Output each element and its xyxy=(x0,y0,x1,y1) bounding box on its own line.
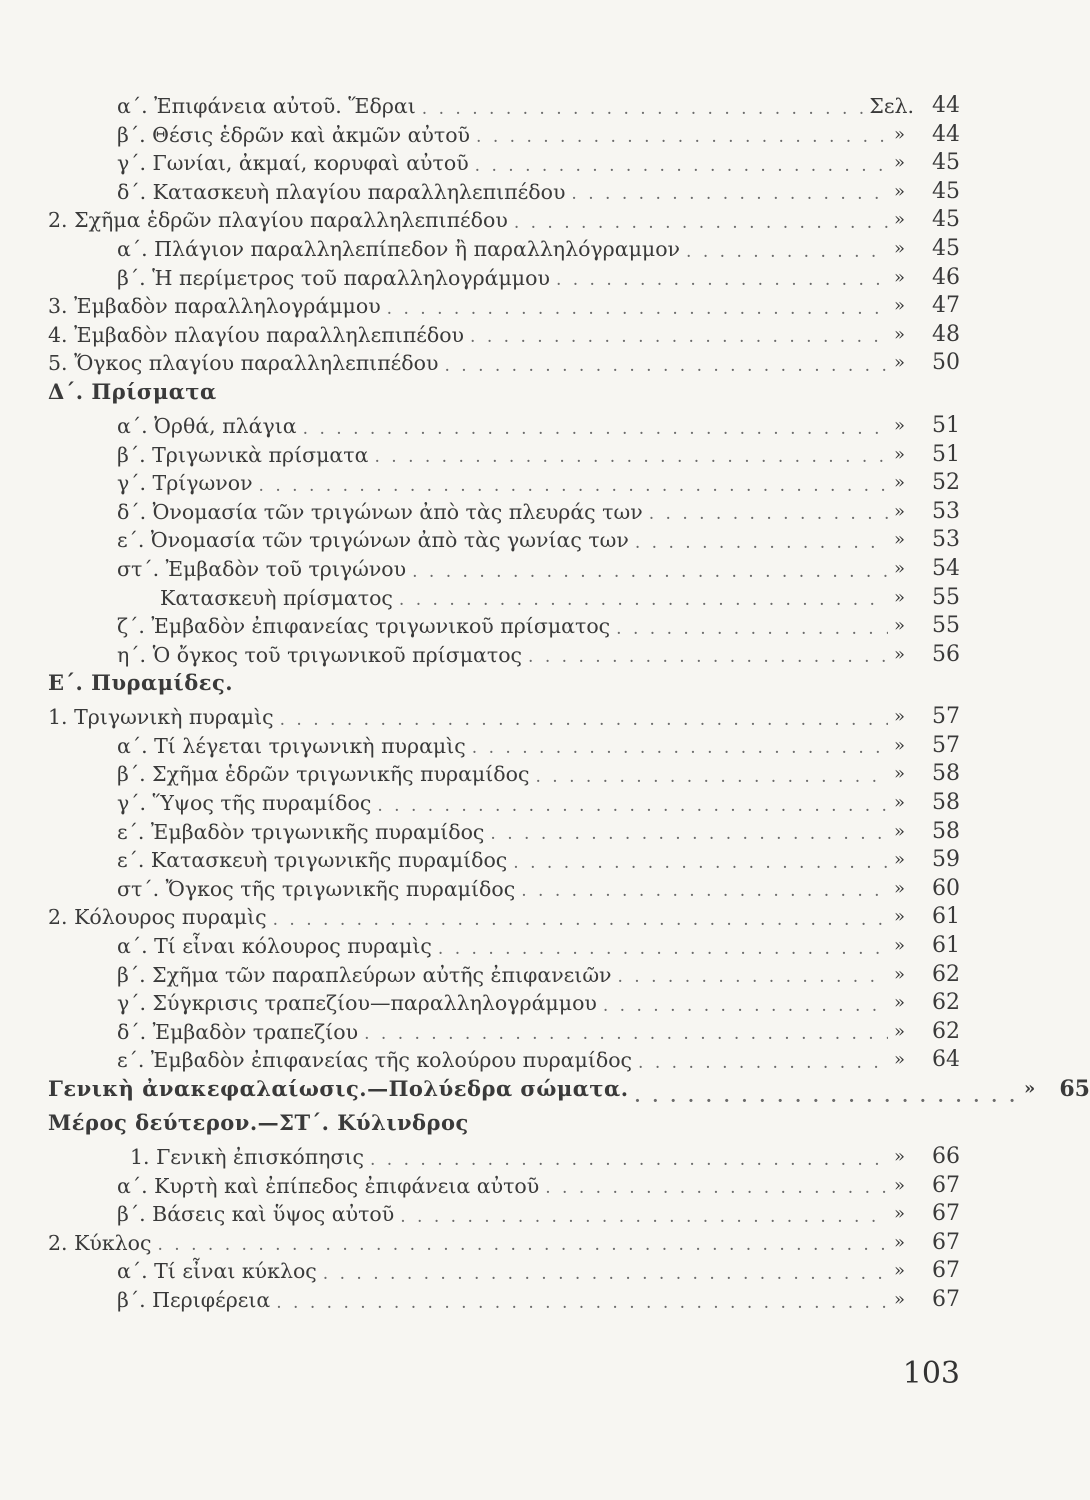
toc-entry-title: δ΄. Ἐμβαδὸν τραπεζίου xyxy=(117,1019,359,1044)
toc-entry-title: γ΄. Γωνίαι, ἀκμαί, κορυφαὶ αὐτοῦ xyxy=(117,151,469,176)
toc-page-number: 53 xyxy=(932,498,960,524)
toc-entry-title: β΄. Θέσις ἑδρῶν καὶ ἀκμῶν αὐτοῦ xyxy=(117,122,471,147)
toc-entry-title: ε΄. Ἐμβαδὸν τριγωνικῆς πυραμίδος xyxy=(117,819,485,844)
dot-leader xyxy=(618,965,889,989)
dot-leader xyxy=(444,354,888,378)
toc-entry xyxy=(0,498,1090,527)
ditto-mark: » xyxy=(894,906,906,928)
toc-entry xyxy=(0,121,1090,150)
toc-entry xyxy=(0,555,1090,584)
toc-page-number: 57 xyxy=(932,704,960,730)
toc-entry-title: στ΄. Ἐμβαδὸν τοῦ τριγώνου xyxy=(117,556,407,581)
toc-entry-title: α΄. Τί εἶναι κύκλος xyxy=(117,1259,317,1284)
dot-leader xyxy=(370,1148,888,1172)
ditto-mark: » xyxy=(894,877,906,899)
toc-entry-title: Κατασκευὴ πρίσματος xyxy=(160,585,393,610)
ditto-mark: » xyxy=(894,1260,906,1282)
toc-page-number: 56 xyxy=(932,641,960,667)
toc-entry xyxy=(0,961,1090,990)
ditto-mark: » xyxy=(894,323,906,345)
toc-entry-title: ε΄. Ὀνομασία τῶν τριγώνων ἀπὸ τὰς γωνίας των xyxy=(117,528,629,553)
table-of-contents xyxy=(0,92,1090,1315)
ditto-mark: » xyxy=(894,734,906,756)
dot-leader xyxy=(364,1022,888,1046)
toc-entry-title: Ε΄. Πυραμίδες. xyxy=(48,670,234,696)
toc-page-number: 50 xyxy=(932,350,960,376)
ditto-mark: » xyxy=(894,792,906,814)
toc-entry-title: στ΄. Ὄγκος τῆς τριγωνικῆς πυραμίδος xyxy=(117,876,516,901)
toc-entry xyxy=(0,1200,1090,1229)
ditto-mark: » xyxy=(894,500,906,522)
toc-page-number: 61 xyxy=(932,904,960,930)
toc-entry-title: γ΄. Σύγκρισις τραπεζίου—παραλληλογράμμου xyxy=(117,991,597,1016)
dot-leader xyxy=(635,1085,1018,1109)
toc-page-number: 45 xyxy=(932,150,960,176)
ditto-mark: » xyxy=(894,586,906,608)
toc-entry xyxy=(0,789,1090,818)
toc-page-number: 47 xyxy=(932,293,960,319)
toc-page-number: 51 xyxy=(932,412,960,438)
toc-entry xyxy=(0,92,1090,121)
ditto-mark: » xyxy=(894,1020,906,1042)
toc-entry xyxy=(0,526,1090,555)
dot-leader xyxy=(303,417,888,441)
ditto-mark: » xyxy=(894,472,906,494)
toc-entry-title: ε΄. Κατασκευὴ τριγωνικῆς πυραμίδος xyxy=(117,848,508,873)
toc-entry-title: β΄. Ἡ περίμετρος τοῦ παραλληλογράμμου xyxy=(117,265,550,290)
toc-page-number: 45 xyxy=(932,235,960,261)
toc-page-number: 67 xyxy=(932,1172,960,1198)
toc-entry xyxy=(0,818,1090,847)
toc-entry xyxy=(0,732,1090,761)
dot-leader xyxy=(422,97,864,121)
toc-page-number: 60 xyxy=(932,875,960,901)
ditto-mark: » xyxy=(894,557,906,579)
toc-entry-title: η΄. Ὁ ὄγκος τοῦ τριγωνικοῦ πρίσματος xyxy=(117,642,523,667)
dot-leader xyxy=(514,211,888,235)
toc-page-number: 55 xyxy=(932,584,960,610)
ditto-mark: » xyxy=(894,763,906,785)
dot-leader xyxy=(157,1233,888,1257)
toc-entry-title: 4. Ἐμβαδὸν πλαγίου παραλληλεπιπέδου xyxy=(48,322,465,347)
toc-entry-title: ζ΄. Ἐμβαδὸν ἐπιφανείας τριγωνικοῦ πρίσματος xyxy=(117,614,611,639)
toc-page-number: 65 xyxy=(1059,1076,1090,1102)
ditto-mark: » xyxy=(894,992,906,1014)
toc-entry xyxy=(0,1229,1090,1258)
dot-leader xyxy=(276,1291,888,1315)
toc-entry xyxy=(0,612,1090,641)
toc-entry-title: α΄. Ἐπιφάνεια αὐτοῦ. Ἕδραι xyxy=(117,94,416,118)
toc-page-number: 46 xyxy=(932,264,960,290)
toc-entry-title: β΄. Σχῆμα τῶν παραπλεύρων αὐτῆς ἐπιφανειῶν xyxy=(117,962,612,987)
ditto-mark: » xyxy=(894,1049,906,1071)
ditto-mark: » xyxy=(894,1174,906,1196)
ditto-mark: » xyxy=(894,414,906,436)
dot-leader xyxy=(476,125,888,149)
ditto-mark: » xyxy=(894,209,906,231)
toc-entry xyxy=(0,703,1090,732)
toc-entry xyxy=(0,206,1090,235)
toc-entry xyxy=(0,584,1090,613)
dot-leader xyxy=(603,994,888,1018)
dot-leader xyxy=(412,560,888,584)
toc-entry-title: Γενικὴ ἀνακεφαλαίωσις.—Πολύεδρα σώματα. xyxy=(48,1076,629,1101)
toc-entry xyxy=(0,149,1090,178)
toc-entry-title: 2. Σχῆμα ἑδρῶν πλαγίου παραλληλεπιπέδου xyxy=(48,208,508,233)
toc-page-number: 61 xyxy=(932,933,960,959)
toc-entry-title: Μέρος δεύτερον.—ΣΤ΄. Κύλινδρος xyxy=(48,1110,469,1135)
dot-leader xyxy=(377,794,888,818)
toc-entry-title: β΄. Σχῆμα ἑδρῶν τριγωνικῆς πυραμίδος xyxy=(117,762,530,787)
toc-page-number: 62 xyxy=(932,990,960,1016)
toc-page-number: 62 xyxy=(932,1018,960,1044)
toc-entry xyxy=(0,1018,1090,1047)
toc-entry-title: 2. Κόλουρος πυραμὶς xyxy=(48,905,267,930)
dot-leader xyxy=(686,240,888,264)
toc-page-number: 67 xyxy=(932,1201,960,1227)
toc-entry-title: α΄. Κυρτὴ καὶ ἐπίπεδος ἐπιφάνεια αὐτοῦ xyxy=(117,1173,540,1198)
toc-entry-title: 1. Γενικὴ ἐπισκόπησις xyxy=(130,1145,364,1169)
dot-leader xyxy=(475,154,888,178)
toc-entry xyxy=(0,932,1090,961)
dot-leader xyxy=(273,908,888,932)
toc-entry xyxy=(0,846,1090,875)
ditto-mark: » xyxy=(1024,1078,1036,1099)
ditto-mark: » xyxy=(894,152,906,174)
toc-page-number: 59 xyxy=(932,847,960,873)
toc-entry xyxy=(0,178,1090,207)
dot-leader xyxy=(400,1205,888,1229)
toc-page-number: 51 xyxy=(932,441,960,467)
toc-page-number: 67 xyxy=(932,1229,960,1255)
toc-page-number: 58 xyxy=(932,761,960,787)
toc-entry-title: 1. Τριγωνικὴ πυραμὶς xyxy=(48,705,274,730)
dot-leader xyxy=(323,1262,888,1286)
toc-entry-title: 2. Κύκλος xyxy=(48,1230,152,1255)
dot-leader xyxy=(528,645,888,669)
dot-leader xyxy=(513,851,888,875)
ditto-mark: » xyxy=(894,820,906,842)
toc-entry-title: β΄. Βάσεις καὶ ὕψος αὐτοῦ xyxy=(117,1202,395,1227)
ditto-mark: » xyxy=(894,237,906,259)
dot-leader xyxy=(535,765,888,789)
toc-entry-title: Δ΄. Πρίσματα xyxy=(48,378,217,404)
toc-page-number: 45 xyxy=(932,207,960,233)
ditto-mark: » xyxy=(894,352,906,374)
toc-entry-title: δ΄. Ὀνομασία τῶν τριγώνων ἀπὸ τὰς πλευράς των xyxy=(117,499,643,524)
toc-entry-title: α΄. Τί εἶναι κόλουρος πυραμὶς xyxy=(117,934,432,959)
toc-page-number: 52 xyxy=(932,470,960,496)
ditto-mark: » xyxy=(894,615,906,637)
dot-leader xyxy=(374,445,888,469)
toc-page-number: 54 xyxy=(932,555,960,581)
toc-entry xyxy=(0,469,1090,498)
toc-page-number: 58 xyxy=(932,790,960,816)
toc-entry-title: β΄. Περιφέρεια xyxy=(117,1287,271,1312)
dot-leader xyxy=(635,531,888,555)
toc-entry xyxy=(0,1143,1090,1172)
toc-page-number: 62 xyxy=(932,961,960,987)
ditto-mark: » xyxy=(894,266,906,288)
toc-entry xyxy=(0,989,1090,1018)
toc-entry xyxy=(0,412,1090,441)
ditto-mark: » xyxy=(894,935,906,957)
dot-leader xyxy=(638,1051,888,1075)
dot-leader xyxy=(571,182,888,206)
ditto-mark: » xyxy=(894,1146,906,1167)
ditto-mark: » xyxy=(894,643,906,665)
dot-leader xyxy=(399,588,888,612)
toc-heading xyxy=(0,378,1090,412)
dot-leader xyxy=(616,617,888,641)
ditto-mark: » xyxy=(894,1231,906,1253)
toc-entry-title: ε΄. Ἐμβαδὸν ἐπιφανείας τῆς κολούρου πυραμίδος xyxy=(117,1048,633,1073)
toc-entry-title: δ΄. Κατασκευὴ πλαγίου παραλληλεπιπέδου xyxy=(117,179,566,204)
toc-entry xyxy=(0,235,1090,264)
toc-heading xyxy=(0,669,1090,703)
dot-leader xyxy=(470,325,888,349)
dot-leader xyxy=(556,268,888,292)
toc-page-number: 67 xyxy=(932,1258,960,1284)
toc-entry xyxy=(0,875,1090,904)
dot-leader xyxy=(438,937,888,961)
toc-page-number: 67 xyxy=(932,1286,960,1312)
toc-entry xyxy=(0,1257,1090,1286)
toc-entry xyxy=(0,321,1090,350)
toc-entry xyxy=(0,292,1090,321)
page-abbreviation: Σελ. xyxy=(869,94,914,118)
dot-leader xyxy=(649,502,888,526)
toc-page-number: 66 xyxy=(932,1144,960,1169)
toc-entry xyxy=(0,903,1090,932)
toc-page-number: 44 xyxy=(932,121,960,147)
dot-leader xyxy=(280,708,888,732)
toc-entry xyxy=(0,441,1090,470)
toc-entry-title: γ΄. Ὕψος τῆς πυραμίδος xyxy=(117,791,372,816)
page-number: 103 xyxy=(902,1356,960,1391)
toc-entry xyxy=(0,264,1090,293)
toc-page-number: 57 xyxy=(932,732,960,758)
ditto-mark: » xyxy=(894,443,906,465)
dot-leader xyxy=(521,879,888,903)
toc-page-number: 55 xyxy=(932,613,960,639)
ditto-mark: » xyxy=(894,295,906,317)
toc-page-number: 64 xyxy=(932,1047,960,1073)
ditto-mark: » xyxy=(894,849,906,871)
toc-page-number: 45 xyxy=(932,178,960,204)
dot-leader xyxy=(490,822,888,846)
toc-entry-title: β΄. Τριγωνικὰ πρίσματα xyxy=(117,442,369,467)
dot-leader xyxy=(545,1176,888,1200)
toc-page-number: 48 xyxy=(932,321,960,347)
toc-page-number: 58 xyxy=(932,818,960,844)
dot-leader xyxy=(259,474,888,498)
toc-entry-title: 5. Ὄγκος πλαγίου παραλληλεπιπέδου xyxy=(48,351,439,376)
dot-leader xyxy=(472,736,888,760)
toc-entry xyxy=(0,1286,1090,1315)
toc-heading xyxy=(0,1109,1090,1143)
ditto-mark: » xyxy=(894,123,906,145)
toc-entry-title: α΄. Ὀρθά, πλάγια xyxy=(117,413,297,438)
ditto-mark: » xyxy=(894,706,906,728)
dot-leader xyxy=(387,297,888,321)
toc-entry-title: 3. Ἐμβαδὸν παραλληλογράμμου xyxy=(48,294,381,319)
ditto-mark: » xyxy=(894,963,906,985)
ditto-mark: » xyxy=(894,529,906,551)
ditto-mark: » xyxy=(894,1288,906,1310)
toc-entry-title: γ΄. Τρίγωνον xyxy=(117,471,253,496)
toc-entry-title: α΄. Τί λέγεται τριγωνικὴ πυραμὶς xyxy=(117,733,466,758)
toc-page-number: 53 xyxy=(932,527,960,553)
toc-entry xyxy=(0,760,1090,789)
ditto-mark: » xyxy=(894,1203,906,1225)
toc-entry xyxy=(0,1172,1090,1201)
toc-entry-title: α΄. Πλάγιον παραλληλεπίπεδον ἢ παραλληλόγραμμον xyxy=(117,236,681,261)
toc-page-number: 44 xyxy=(932,93,960,118)
ditto-mark: » xyxy=(894,180,906,202)
